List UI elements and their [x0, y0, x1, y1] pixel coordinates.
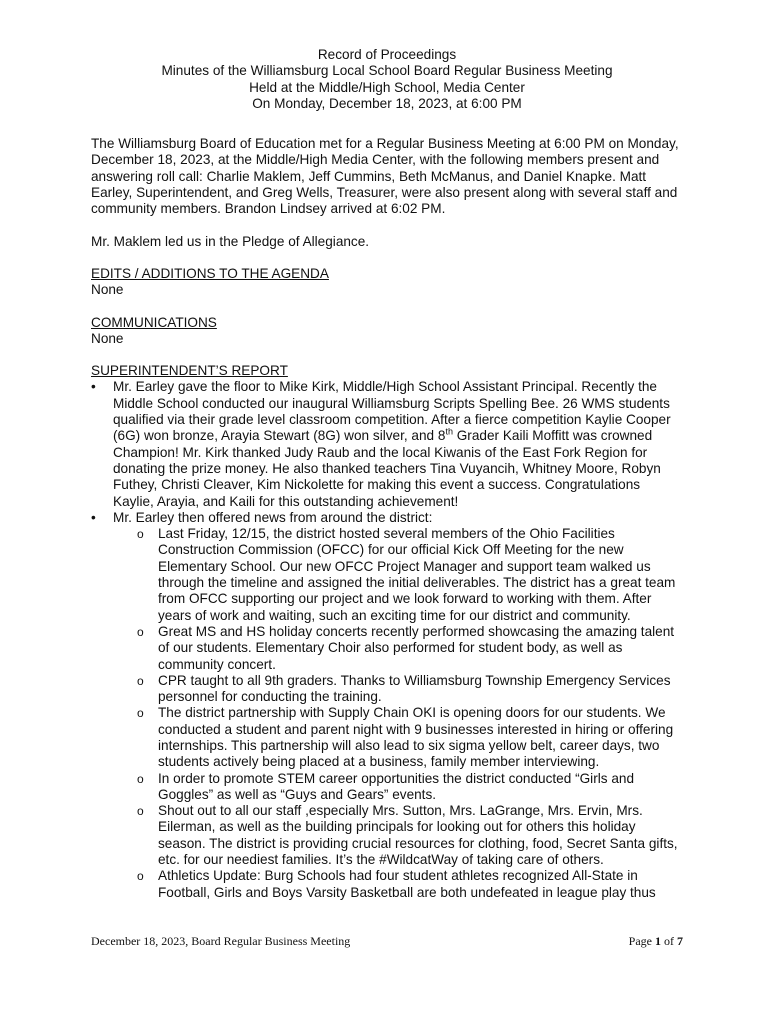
bullet-district-news-text: Mr. Earley then offered news from around the district:: [113, 509, 433, 525]
bullet-spelling-bee: [91, 379, 683, 509]
news-item-athletics: o Athletics Update: Burg Schools had four student athletes recognized All-State in Football, Girls and Boys Varsity Basketball are both undefeated in league play thus: [113, 868, 683, 901]
page-footer: [91, 934, 683, 949]
bullet-spelling-bee-text-2: Grader Kaili Moffitt was crowned Champion! Mr. Kirk thanked Judy Raub and the local Kiwanis of the East Fork Region for donating the prize money. He also thanked teachers Tina Vuyancih, Whitney Moore, Robyn Futhey, Christi Cleaver, Kim Nickolette for making this event a success. Congratulations Kaylie, Arayia, and Kaili for this outstanding achievement!: [113, 428, 661, 509]
news-item-cpr: o CPR taught to all 9th graders. Thanks to Williamsburg Township Emergency Services personnel for conducting the training.: [113, 673, 683, 706]
ordinal-suffix: th: [445, 426, 453, 437]
header-line-4: On Monday, December 18, 2023, at 6:00 PM: [252, 95, 522, 111]
document-header: [91, 47, 683, 112]
news-item-concerts: o Great MS and HS holiday concerts recently performed showcasing the amazing talent of our students. Elementary Choir also performed for student body, as well as community concert.: [113, 624, 683, 673]
news-item-stem: o In order to promote STEM career opportunities the district conducted “Girls and Goggles” as well as “Guys and Gears” events.: [113, 771, 683, 804]
header-line-2: Minutes of the Williamsburg Local School Board Regular Business Meeting: [161, 63, 613, 79]
superintendent-bullets: [91, 379, 683, 901]
district-news-list: [113, 526, 683, 901]
page-total: 7: [677, 934, 683, 948]
news-item-staff-shoutout: o Shout out to all our staff ,especially Mrs. Sutton, Mrs. LaGrange, Mrs. Ervin, Mrs. Eilerman, as well as the building principals for looking out for others this holiday season. The district is providing crucial resources for clothing, food, Secret Santa gifts, etc. for our neediest families. It’s the #WildcatWay of taking care of others.: [113, 803, 683, 868]
intro-paragraph: The Williamsburg Board of Education met for a Regular Business Meeting at 6:00 PM on Monday, December 18, 2023, at the Middle/High Media Center, with the following members present and answering roll call: Charlie Maklem, Jeff Cummins, Beth McManus, and Daniel Knapke. Matt Earley, Superintendent, and Greg Wells, Treasurer, were also present along with several staff and community members. Brandon Lindsey arrived at 6:02 PM.: [91, 136, 679, 217]
header-line-3: Held at the Middle/High School, Media Center: [249, 79, 525, 95]
communications-title: COMMUNICATIONS: [91, 314, 217, 330]
superintendent-title: SUPERINTENDENT’S REPORT: [91, 363, 288, 379]
page-number: [629, 934, 683, 949]
news-item-ofcc: o Last Friday, 12/15, the district hosted several members of the Ohio Facilities Construction Commission (OFCC) for our official Kick Off Meeting for the new Elementary School. Our new OFCC Project Manager and support team walked us through the timeline and assigned the initial deliverables. The district has a great team from OFCC supporting our project and we look forward to working with them. After years of work and waiting, such an exciting time for our district and community.: [113, 526, 683, 624]
footer-meeting-label: December 18, 2023, Board Regular Business Meeting: [91, 934, 351, 948]
bullet-spelling-bee-text-1: Mr. Earley gave the floor to Mike Kirk, Middle/High School Assistant Principal. Recently the Middle School conducted our inaugural Williamsburg Scripts Spelling Bee. 26 WMS students qualified via their grade level classroom competition. After a fierce competition Kaylie Cooper (6G) won bronze, Arayia Stewart (8G) won silver, and 8: [113, 379, 671, 444]
communications-body: None: [91, 330, 124, 346]
edits-title: EDITS / ADDITIONS TO THE AGENDA: [91, 265, 329, 281]
superintendent-section: [91, 363, 683, 901]
header-line-1: Record of Proceedings: [317, 47, 457, 62]
edits-body: None: [91, 282, 124, 298]
edits-section: [91, 266, 683, 299]
page-prefix: Page: [628, 934, 655, 948]
page-of: of: [661, 934, 677, 948]
document-body: [91, 47, 683, 917]
page-current: 1: [655, 934, 661, 948]
communications-section: [91, 315, 683, 348]
bullet-district-news: [91, 510, 683, 901]
pledge-paragraph: Mr. Maklem led us in the Pledge of Allegiance.: [91, 233, 370, 249]
news-item-supply-chain: o The district partnership with Supply Chain OKI is opening doors for our students. We conducted a student and parent night with 9 businesses interested in hiring or offering internships. This partnership will also lead to six sigma yellow belt, career days, two students actively being placed at a business, family member interviewing.: [113, 705, 683, 770]
